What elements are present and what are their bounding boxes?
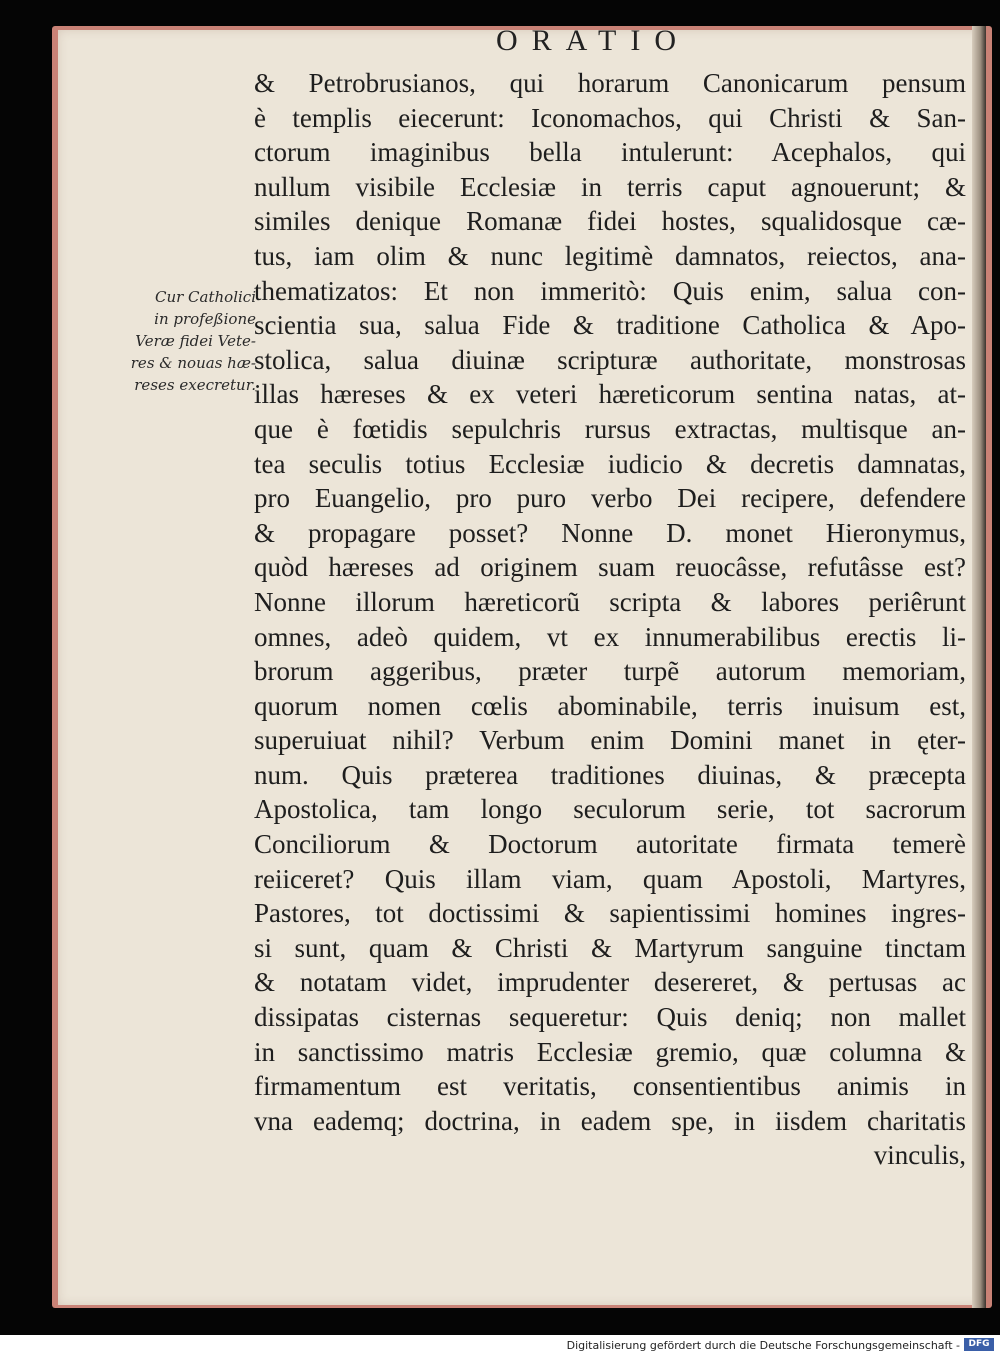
running-head: ORATIO (496, 30, 690, 57)
text-line: pro Euangelio, pro puro verbo Dei recipere, defendere (254, 483, 966, 514)
book-page (58, 30, 983, 1305)
text-line: Pastores, tot doctissimi & sapientissimi homines ingres- (254, 898, 966, 929)
text-line: vna eademq; doctrina, in eadem spe, in iisdem charitatis (254, 1105, 966, 1136)
marginal-note-line: Veræ fidei Vete- (135, 332, 256, 350)
marginal-note-line: Cur Catholici (154, 288, 256, 306)
text-line: è templis eiecerunt: Iconomachos, qui Christi & San- (254, 102, 966, 133)
marginal-note-line: in profeßione (154, 310, 256, 328)
text-line: & propagare posset? Nonne D. monet Hieronymus, (254, 517, 966, 548)
text-line: firmamentum est veritatis, consentientibus animis in (254, 1071, 966, 1102)
text-line: brorum aggeribus, præter turpẽ autorum memoriam, (254, 656, 966, 687)
text-line: & Petrobrusianos, qui horarum Canonicarum pensum (254, 68, 966, 98)
text-line: tus, iam olim & nunc legitimè damnatos, reiectos, ana- (254, 240, 966, 271)
marginal-note-line: res & nouas hæ- (130, 354, 256, 372)
text-line: num. Quis præterea traditiones diuinas, & præcepta (254, 759, 966, 790)
text-line: similes denique Romanæ fidei hostes, squalidosque cæ- (254, 206, 966, 237)
text-line: illas hæreses & ex veteri hæreticorum sentina natas, at- (254, 379, 966, 410)
page-gutter-edge (972, 26, 986, 1308)
text-line: scientia sua, salua Fide & traditione Catholica & Apo- (254, 310, 966, 341)
text-line: nullum visibile Ecclesiæ in terris caput agnouerunt; & (254, 171, 966, 202)
marginal-note (106, 286, 256, 396)
text-line: quorum nomen cœlis abominabile, terris inuisum est, (254, 690, 966, 721)
text-line: reiiceret? Quis illam viam, quam Apostoli, Martyres, (254, 863, 966, 894)
footer-bar (0, 1335, 1000, 1356)
text-line: stolica, salua diuinæ scripturæ authoritate, monstrosas (254, 344, 966, 375)
text-line: tea seculis totius Ecclesiæ iudicio & decretis damnatas, (254, 448, 966, 479)
dfg-logo: DFG (964, 1338, 994, 1351)
text-line: si sunt, quam & Christi & Martyrum sanguine tinctam (254, 932, 966, 963)
text-line: omnes, adeò quidem, vt ex innumerabilibus erectis li- (254, 621, 966, 652)
text-line: Apostolica, tam longo seculorum serie, tot sacrorum (254, 794, 966, 825)
catchword: vinculis, (873, 1140, 966, 1171)
text-line: in sanctissimo matris Ecclesiæ gremio, quæ columna & (254, 1036, 966, 1067)
text-line: & notatam videt, imprudenter desereret, & pertusas ac (254, 967, 966, 998)
text-line: Nonne illorum hæreticorũ scripta & labores periêrunt (254, 586, 966, 617)
text-line: superuiuat nihil? Verbum enim Domini manet in ęter- (254, 725, 966, 756)
text-line: Conciliorum & Doctorum autoritate firmata temerè (254, 829, 966, 860)
text-line: thematizatos: Et non immeritò: Quis enim, salua con- (254, 275, 966, 306)
text-line: quòd hæreses ad originem suam reuocâsse, refutâsse est? (254, 552, 966, 583)
text-line: ctorum imaginibus bella intulerunt: Acephalos, qui (254, 137, 966, 168)
body-text (254, 66, 966, 1173)
text-line: dissipatas cisternas sequeretur: Quis deniq; non mallet (254, 1002, 966, 1033)
funding-note: Digitalisierung gefördert durch die Deutsche Forschungsgemeinschaft - (566, 1339, 960, 1352)
text-line: que è fœtidis sepulchris rursus extractas, multisque an- (254, 413, 966, 444)
marginal-note-line: reses execretur. (134, 376, 256, 394)
